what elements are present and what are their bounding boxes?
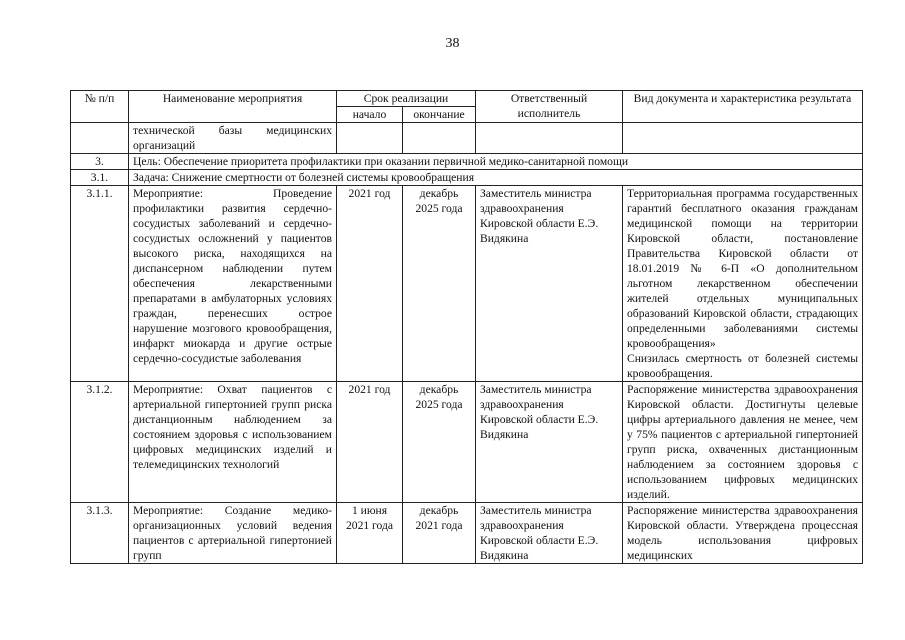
row-result-outcome: Снизилась смертность от болезней системы кровообращения. <box>627 352 858 380</box>
continuation-name: технической базы медицинских организаций <box>129 123 337 154</box>
goal-num: 3. <box>71 154 129 170</box>
task-num: 3.1. <box>71 170 129 186</box>
header-start: начало <box>337 107 403 123</box>
table-row <box>71 382 863 503</box>
row-start: 2021 год <box>337 382 403 503</box>
row-responsible: Заместитель министра здравоохранения Кировской области Е.Э. Видякина <box>476 382 623 503</box>
row-end: декабрь 2025 года <box>403 382 476 503</box>
table-row-task <box>71 170 863 186</box>
row-end: декабрь 2021 года <box>403 503 476 564</box>
header-result: Вид документа и характеристика результата <box>623 91 863 123</box>
row-num: 3.1.1. <box>71 186 129 382</box>
header-name: Наименование мероприятия <box>129 91 337 123</box>
table-row <box>71 503 863 564</box>
row-num: 3.1.2. <box>71 382 129 503</box>
table-row <box>71 186 863 382</box>
row-name: Мероприятие: Проведение профилактики развития сердечно-сосудистых заболеваний и сердечно-сосудистых осложнений у пациентов высокого риска, находящихся на диспансерном наблюдении путем обеспечения лекарственными препаратами в амбулаторных условиях граждан, перенесших острое нарушение мозгового кровообращения, инфаркт миокарда и другие острые сердечно-сосудистые заболевания <box>129 186 337 382</box>
table-header-row <box>71 91 863 107</box>
row-result-document: Территориальная программа государственных гарантий бесплатного оказания гражданам медицинской помощи на территории Кировской области, постановление Правительства Кировской области от 18.01.2019 № 6-П «О дополнительном льготном лекарственном обеспечении жителей отдельных муниципальных образований Кировской области, страдающих определенными заболеваниями системы кровообращения» <box>627 187 858 350</box>
page-number: 38 <box>445 36 460 51</box>
row-result <box>623 186 863 382</box>
table-row-goal <box>71 154 863 170</box>
row-responsible: Заместитель министра здравоохранения Кировской области Е.Э. Видякина <box>476 186 623 382</box>
row-name: Мероприятие: Охват пациентов с артериальной гипертонией групп риска дистанционным наблюдением за состоянием здоровья с использованием цифровых медицинских изделий и телемедицинских технологий <box>129 382 337 503</box>
header-num: № п/п <box>71 91 129 123</box>
row-name: Мероприятие: Создание медико-организационных условий ведения пациентов с артериальной гипертонией групп <box>129 503 337 564</box>
row-start: 2021 год <box>337 186 403 382</box>
row-num: 3.1.3. <box>71 503 129 564</box>
task-text: Задача: Снижение смертности от болезней системы кровообращения <box>129 170 863 186</box>
row-start: 1 июня 2021 года <box>337 503 403 564</box>
goal-text: Цель: Обеспечение приоритета профилактики при оказании первичной медико-санитарной помощи <box>129 154 863 170</box>
row-responsible: Заместитель министра здравоохранения Кировской области Е.Э. Видякина <box>476 503 623 564</box>
header-term: Срок реализации <box>337 91 476 107</box>
row-result: Распоряжение министерства здравоохранения Кировской области. Достигнуты целевые цифры артериального давления не менее, чем у 75% пациентов с артериальной гипертонией групп риска, охваченных дистанционным наблюдением за состоянием здоровья с использованием цифровых медицинских изделий. <box>623 382 863 503</box>
row-end: декабрь 2025 года <box>403 186 476 382</box>
header-responsible: Ответственный исполнитель <box>476 91 623 123</box>
activities-table <box>70 90 863 564</box>
header-end: окончание <box>403 107 476 123</box>
table-row-continuation <box>71 123 863 154</box>
row-result: Распоряжение министерства здравоохранения Кировской области. Утверждена процессная модель использования цифровых медицинских <box>623 503 863 564</box>
